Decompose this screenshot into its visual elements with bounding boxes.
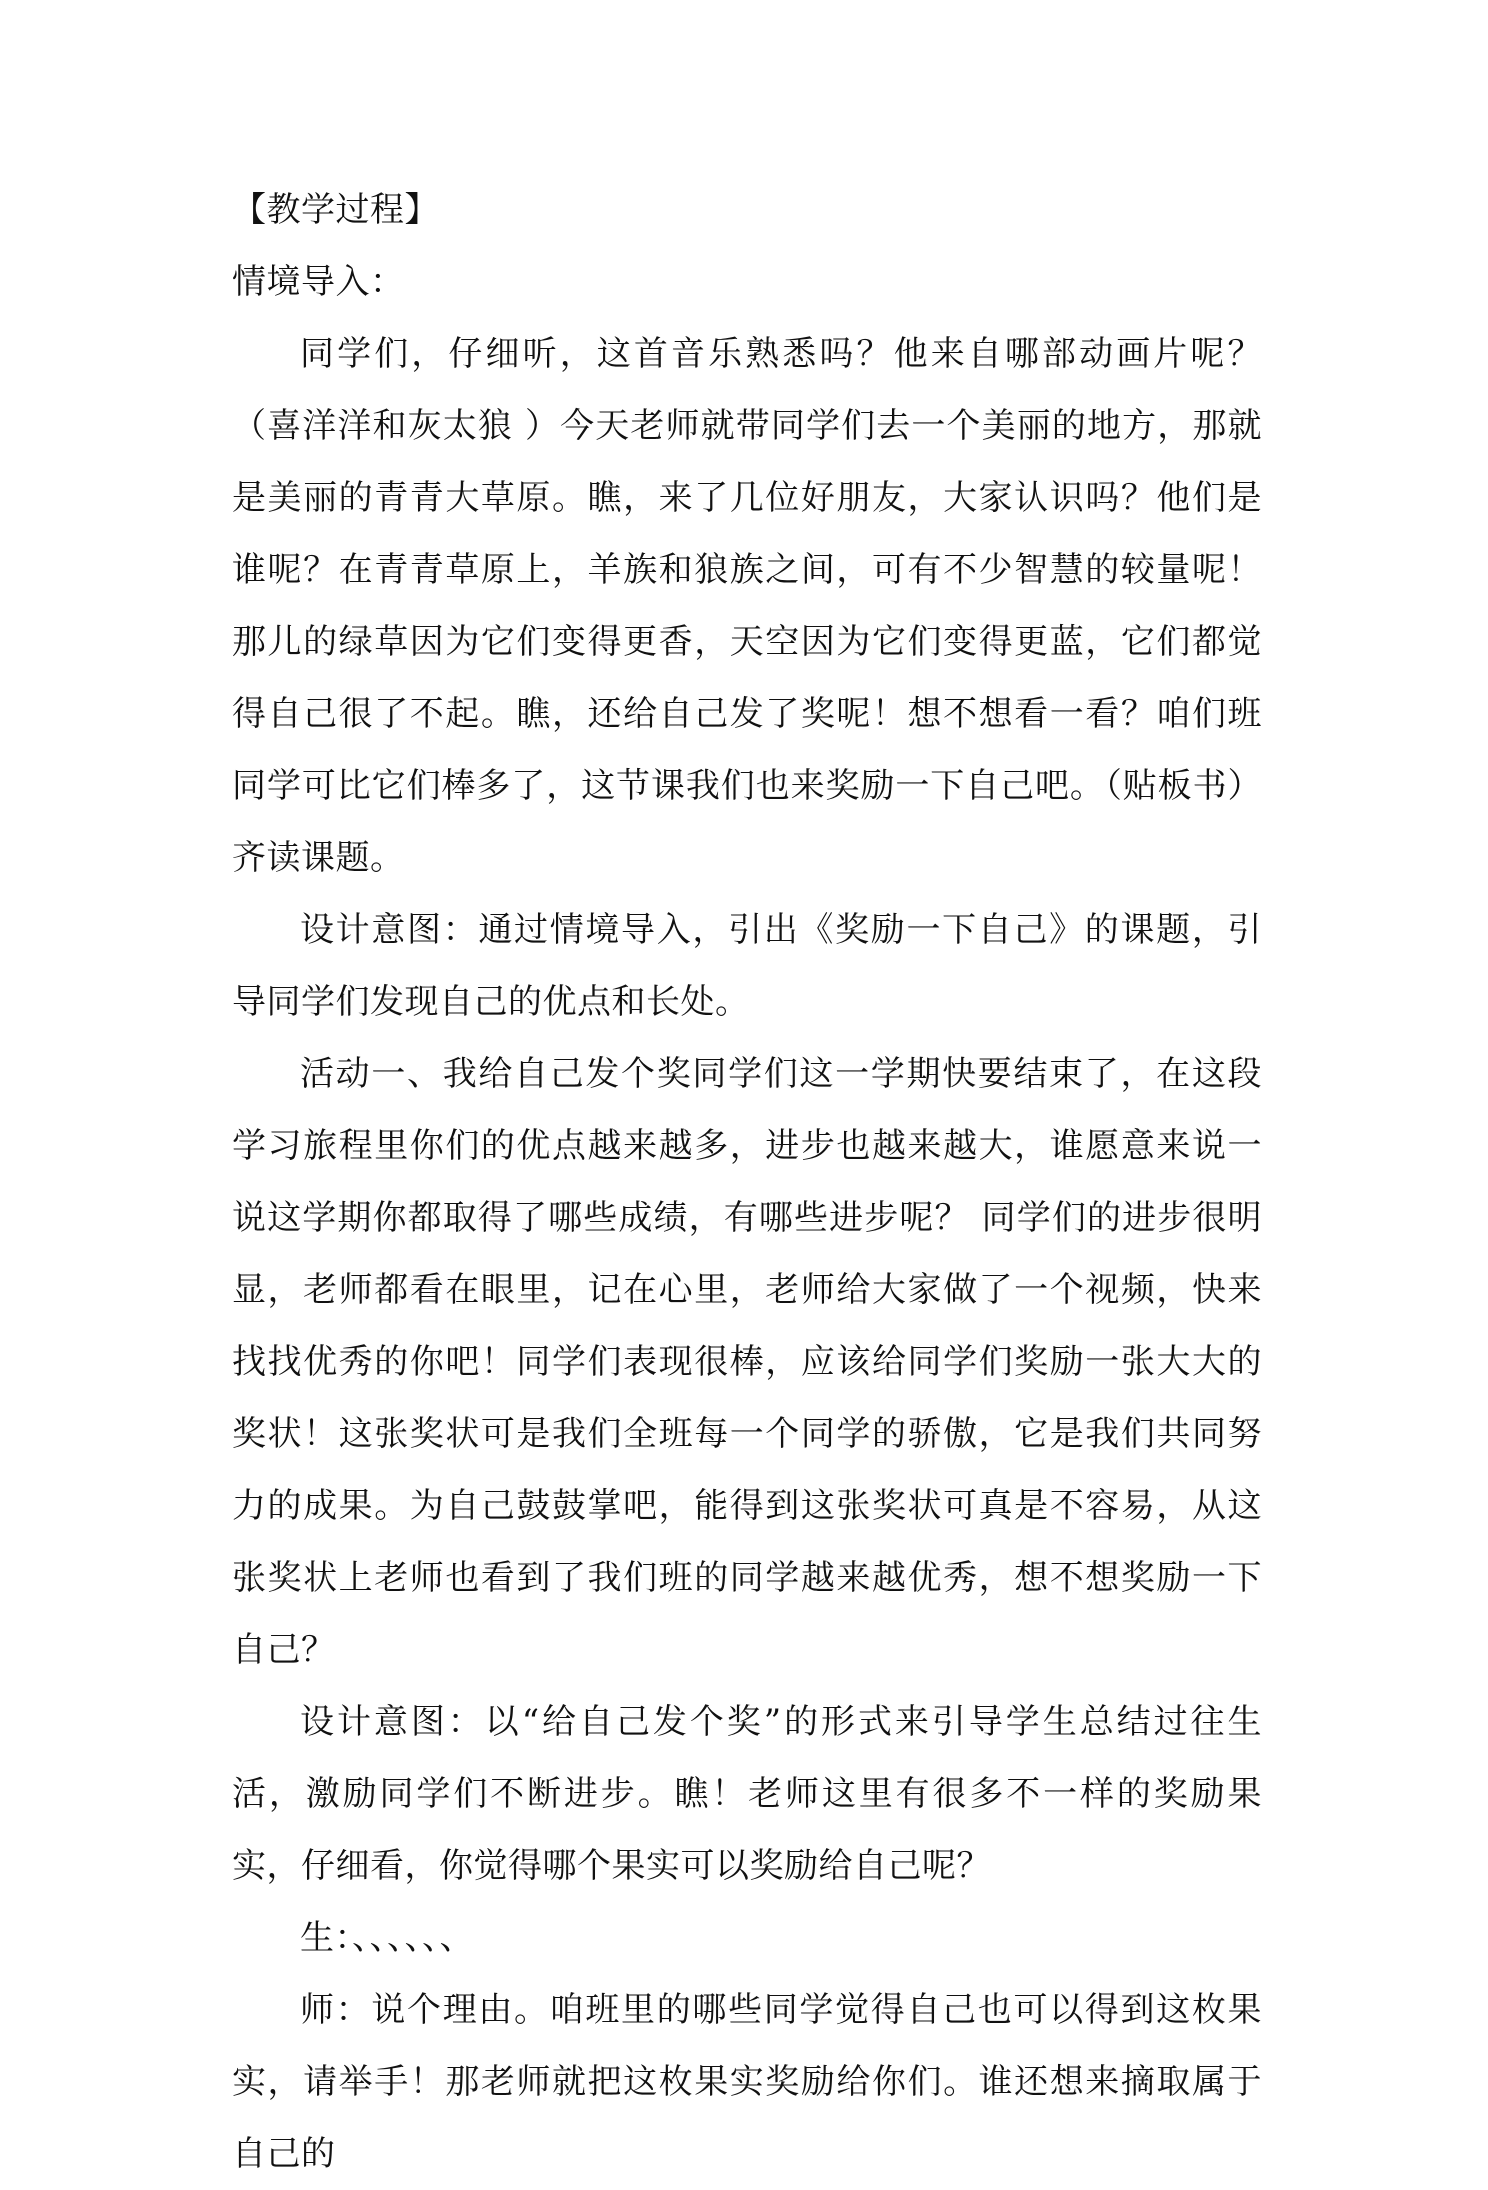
paragraph-intro: 同学们，仔细听，这首音乐熟悉吗？他来自哪部动画片呢？（喜洋洋和灰太狼 ）今天老师就带同学们去一个美丽的地方，那就是美丽的青青大草原。瞧，来了几位好朋友，大家认识吗？他们是谁呢？在青青草原上，羊族和狼族之间，可有不少智慧的较量呢！那儿的绿草因为它们变得更香，天空因为它们变得更蓝，它们都觉得自己很了不起。瞧，还给自己发了奖呢！想不想看一看？咱们班同学可比它们棒多了，这节课我们也来奖励一下自己吧。（贴板书）齐读课题。 [232,334,1262,878]
paragraph-teacher-reply: 师：说个理由。咱班里的哪些同学觉得自己也可以得到这枚果实，请举手！那老师就把这枚果实奖励给你们。谁还想来摘取属于自己的 [232,1990,1262,2174]
section-title: 【教学过程】 [232,190,439,230]
paragraph-activity-one: 活动一、我给自己发个奖同学们这一学期快要结束了，在这段学习旅程里你们的优点越来越多，进步也越来越大，谁愿意来说一说这学期你都取得了哪些成绩，有哪些进步呢？ 同学们的进步很明显，老师都看在眼里，记在心里，老师给大家做了一个视频，快来找找优秀的你吧！同学们表现很棒，应该给同学们奖励一张大大的奖状！这张奖状可是我们全班每一个同学的骄傲，它是我们共同努力的成果。为自己鼓鼓掌吧，能得到这张奖状可真是不容易，从这张奖状上老师也看到了我们班的同学越来越优秀，想不想奖励一下自己？ [232,1054,1262,1670]
paragraph-design-intent-2: 设计意图：以“给自己发个奖”的形式来引导学生总结过往生活，激励同学们不断进步。瞧！老师这里有很多不一样的奖励果实，仔细看，你觉得哪个果实可以奖励给自己呢？ [232,1702,1262,1886]
section-subtitle: 情境导入： [232,262,405,302]
paragraph-design-intent-1: 设计意图：通过情境导入，引出《奖励一下自己》的课题，引导同学们发现自己的优点和长处。 [232,910,1262,1022]
document-body [232,174,1262,2190]
paragraph-student-reply: 生：、、、、、、 [300,1918,474,1958]
